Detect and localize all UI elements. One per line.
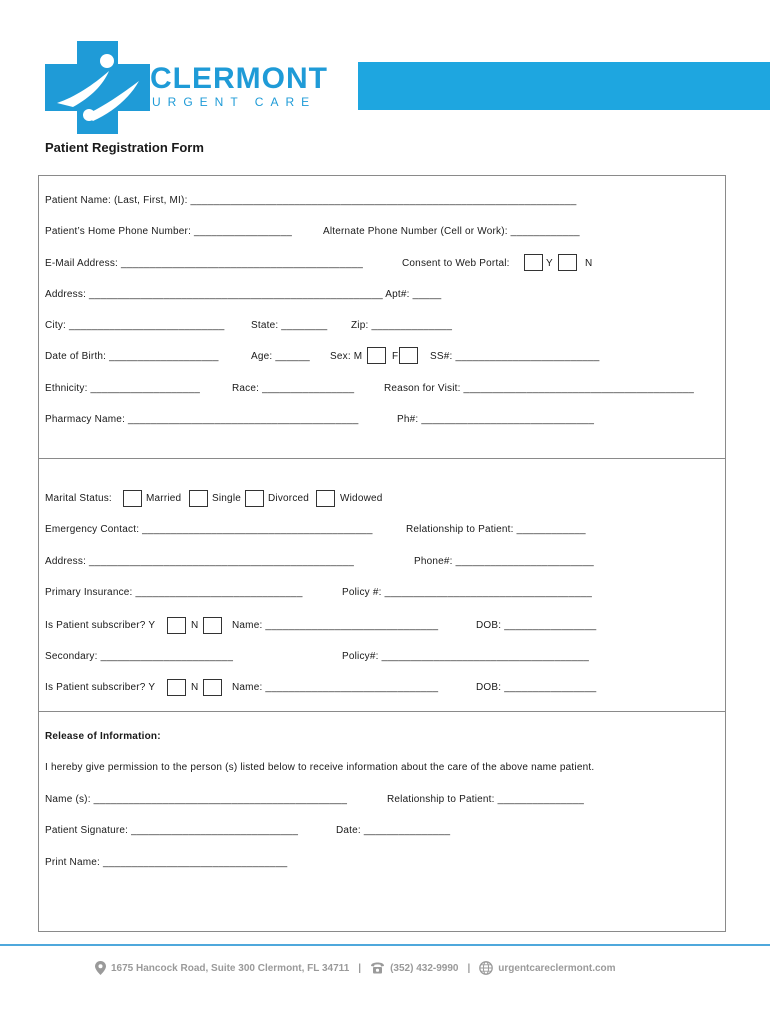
marital-status-label: Marital Status:	[45, 493, 112, 504]
secondary-insurance-field[interactable]: Secondary: _______________________	[45, 651, 234, 662]
subscriber-name-field[interactable]: Name: ______________________________	[232, 620, 439, 631]
sex-female-label: F	[392, 351, 399, 362]
footer-divider	[0, 944, 770, 946]
header-banner	[358, 62, 770, 110]
ssn-field[interactable]: SS#: _________________________	[430, 351, 600, 362]
home-phone-field[interactable]: Patient’s Home Phone Number: _________________	[45, 226, 292, 237]
ethnicity-field[interactable]: Ethnicity: ___________________	[45, 383, 201, 394]
release-permission-text: I hereby give permission to the person (s) listed below to receive information about the care of the above name patient.	[45, 762, 595, 773]
widowed-label: Widowed	[340, 493, 383, 504]
clermont-cross-logo	[45, 41, 150, 134]
footer-address: 1675 Hancock Road, Suite 300 Clermont, FL 34711	[111, 962, 350, 974]
print-name-field[interactable]: Print Name: ________________________________	[45, 857, 288, 868]
brand-subtitle: URGENT CARE	[152, 95, 317, 109]
address-field[interactable]: Address: ___________________________________________________ Apt#: _____	[45, 289, 442, 300]
footer-phone: (352) 432-9990	[390, 962, 459, 974]
subscriber-yes-checkbox[interactable]	[167, 617, 186, 634]
single-checkbox[interactable]	[189, 490, 208, 507]
consent-no-label: N	[585, 258, 593, 269]
subscriber2-yes-checkbox[interactable]	[167, 679, 186, 696]
emergency-address-field[interactable]: Address: ______________________________________________	[45, 556, 355, 567]
emergency-phone-field[interactable]: Phone#: ________________________	[414, 556, 594, 567]
globe-icon	[479, 961, 493, 975]
dob-field[interactable]: Date of Birth: ___________________	[45, 351, 219, 362]
email-field[interactable]: E-Mail Address: __________________________________________	[45, 258, 363, 269]
form-title: Patient Registration Form	[45, 140, 204, 155]
footer-separator: |	[358, 962, 362, 974]
release-relationship-field[interactable]: Relationship to Patient: _______________	[387, 794, 585, 805]
married-label: Married	[146, 493, 182, 504]
consent-yes-checkbox[interactable]	[524, 254, 543, 271]
footer-separator: |	[467, 962, 471, 974]
policy2-field[interactable]: Policy#: ____________________________________	[342, 651, 590, 662]
divorced-checkbox[interactable]	[245, 490, 264, 507]
patient-name-field[interactable]: Patient Name: (Last, First, MI): ___________________________________________________________________	[45, 195, 577, 206]
subscriber2-dob-field[interactable]: DOB: ________________	[476, 682, 597, 693]
race-field[interactable]: Race: ________________	[232, 383, 355, 394]
subscriber2-no-label: N	[191, 682, 199, 693]
divorced-label: Divorced	[268, 493, 310, 504]
brand-name: CLERMONT	[150, 62, 328, 95]
subscriber2-no-checkbox[interactable]	[203, 679, 222, 696]
sex-female-checkbox[interactable]	[399, 347, 418, 364]
footer	[95, 961, 616, 975]
alt-phone-field[interactable]: Alternate Phone Number (Cell or Work): ____________	[323, 226, 580, 237]
consent-label: Consent to Web Portal:	[402, 258, 510, 269]
state-field[interactable]: State: ________	[251, 320, 328, 331]
sex-male-checkbox[interactable]	[367, 347, 386, 364]
age-field[interactable]: Age: ______	[251, 351, 310, 362]
pharmacy-field[interactable]: Pharmacy Name: ________________________________________	[45, 414, 359, 425]
married-checkbox[interactable]	[123, 490, 142, 507]
emergency-relationship-field[interactable]: Relationship to Patient: ____________	[406, 524, 586, 535]
pharmacy-phone-field[interactable]: Ph#: ______________________________	[397, 414, 595, 425]
sex-label: Sex: M	[330, 351, 363, 362]
city-field[interactable]: City: ___________________________	[45, 320, 225, 331]
release-names-field[interactable]: Name (s): ____________________________________________	[45, 794, 348, 805]
release-panel	[38, 711, 726, 932]
consent-no-checkbox[interactable]	[558, 254, 577, 271]
subscriber-dob-field[interactable]: DOB: ________________	[476, 620, 597, 631]
policy-field[interactable]: Policy #: ____________________________________	[342, 587, 592, 598]
subscriber2-label: Is Patient subscriber? Y	[45, 682, 156, 693]
reason-field[interactable]: Reason for Visit: ________________________________________	[384, 383, 695, 394]
widowed-checkbox[interactable]	[316, 490, 335, 507]
subscriber-label: Is Patient subscriber? Y	[45, 620, 156, 631]
consent-yes-label: Y	[546, 258, 553, 269]
release-heading: Release of Information:	[45, 731, 161, 742]
phone-icon	[370, 962, 385, 974]
emergency-contact-field[interactable]: Emergency Contact: ________________________________________	[45, 524, 373, 535]
patient-signature-field[interactable]: Patient Signature: _____________________________	[45, 825, 299, 836]
subscriber2-name-field[interactable]: Name: ______________________________	[232, 682, 439, 693]
single-label: Single	[212, 493, 241, 504]
primary-insurance-field[interactable]: Primary Insurance: _____________________________	[45, 587, 303, 598]
subscriber-no-label: N	[191, 620, 199, 631]
footer-website[interactable]: urgentcareclermont.com	[498, 962, 616, 974]
map-pin-icon	[95, 961, 106, 975]
subscriber-no-checkbox[interactable]	[203, 617, 222, 634]
zip-field[interactable]: Zip: ______________	[351, 320, 453, 331]
signature-date-field[interactable]: Date: _______________	[336, 825, 451, 836]
